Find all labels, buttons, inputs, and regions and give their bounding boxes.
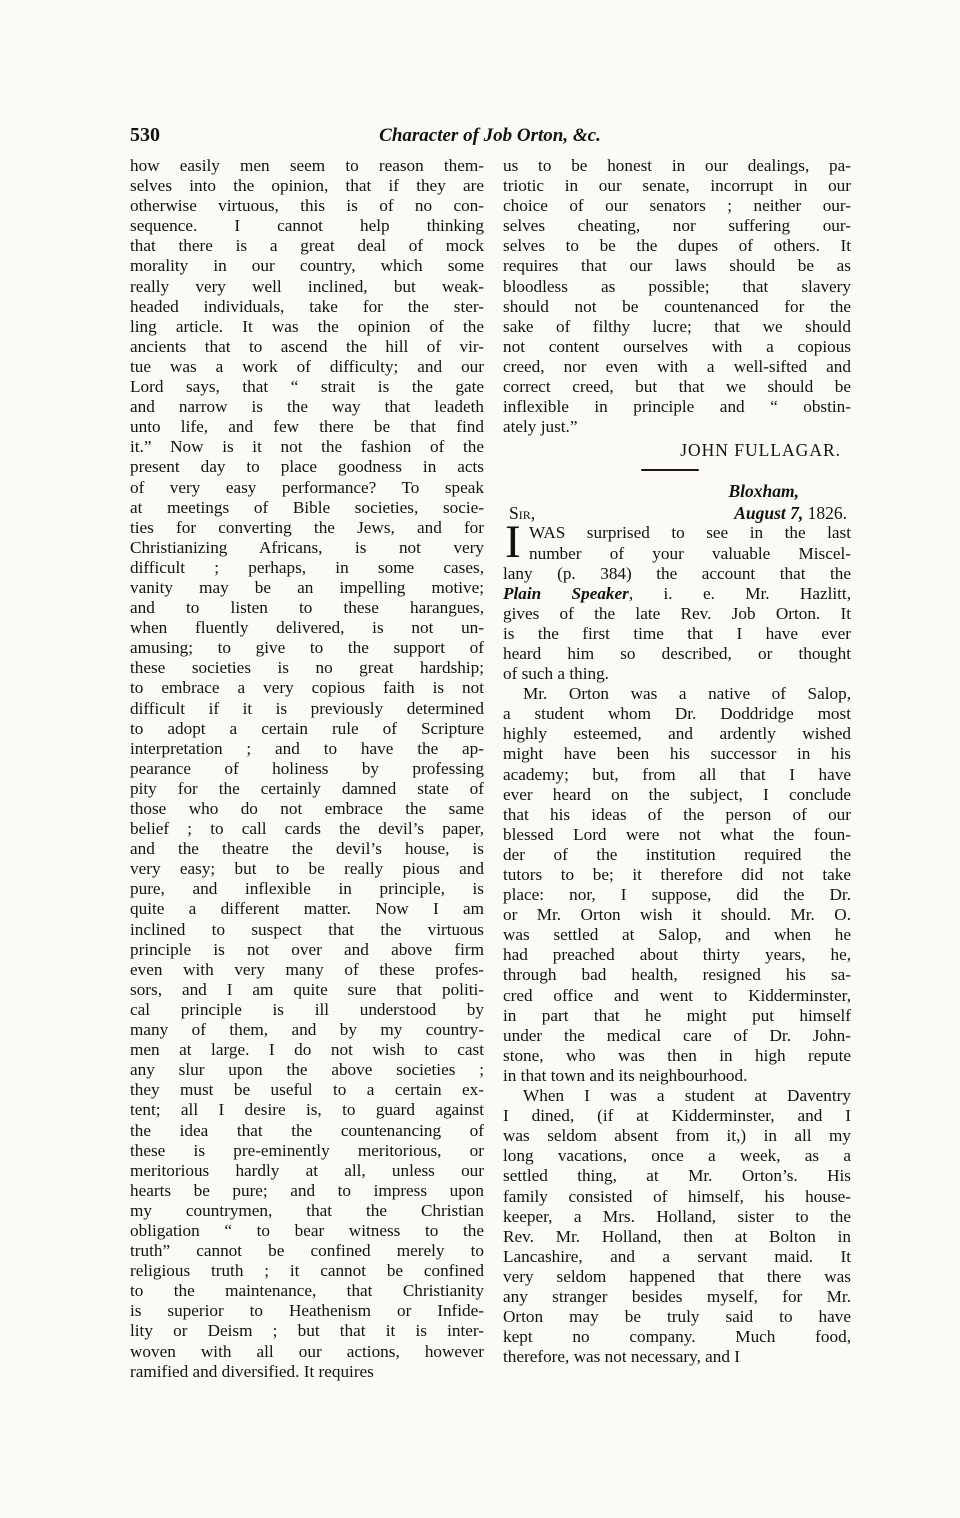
text-line: requires that our laws should be as bbox=[503, 256, 851, 276]
text-line: obligation “ to bear witness to the bbox=[130, 1220, 484, 1240]
text-line: number of your valuable Miscel- bbox=[529, 543, 851, 563]
text-line: unto life, and few there be that find bbox=[130, 417, 484, 437]
letter-date bbox=[734, 503, 847, 523]
text-line: woven with all our actions, however bbox=[130, 1341, 484, 1361]
text-line: present day to place goodness in acts bbox=[130, 457, 484, 477]
text-line: any stranger besides myself, for Mr. bbox=[503, 1286, 851, 1306]
text-line: to adopt a certain rule of Scripture bbox=[130, 718, 484, 738]
text-line: ling article. It was the opinion of the bbox=[130, 316, 484, 336]
text-line: principle is not over and above firm bbox=[130, 939, 484, 959]
text-line: sequence. I cannot help thinking bbox=[130, 216, 484, 236]
text-line: inflexible in principle and “ obstin- bbox=[503, 397, 851, 417]
new-letter bbox=[503, 516, 852, 1367]
signature: JOHN FULLAGAR. bbox=[680, 440, 841, 461]
text-line: tent; all I desire is, to guard against bbox=[130, 1100, 484, 1120]
text-line: to embrace a very copious faith is not bbox=[130, 678, 484, 698]
text-line: even with very many of these profes- bbox=[130, 959, 484, 979]
text-line: family consisted of himself, his house- bbox=[503, 1186, 851, 1206]
text-line: in that town and its neighbourhood. bbox=[503, 1065, 748, 1085]
text-line: they must be useful to a certain ex- bbox=[130, 1080, 484, 1100]
text-line: ramified and diversified. It requires bbox=[130, 1361, 374, 1381]
page-number: 530 bbox=[130, 124, 160, 146]
text-line: belief ; to call cards the devil’s paper, bbox=[130, 819, 484, 839]
text-line: WAS surprised to see in the last bbox=[529, 523, 851, 543]
text-line: selves to be the dupes of others. It bbox=[503, 236, 851, 256]
letter-date-month-day: August 7, bbox=[734, 503, 804, 524]
text-line: settled thing, at Mr. Orton’s. His bbox=[503, 1166, 851, 1186]
text-line: place: nor, I suppose, did the Dr. bbox=[503, 885, 851, 905]
text-line: religious truth ; it cannot be confined bbox=[130, 1261, 484, 1281]
text-line: that his ideas of the person of our bbox=[503, 804, 851, 824]
text-line: morality in our country, which some bbox=[130, 256, 484, 276]
text-line: had preached about thirty years, he, bbox=[503, 945, 851, 965]
text-line: ties for converting the Jews, and for bbox=[130, 517, 484, 537]
text-line: pure, and inflexible in principle, is bbox=[130, 879, 484, 899]
text-line: lany (p. 384) the account that the bbox=[503, 563, 851, 583]
text-line: and narrow is the way that leadeth bbox=[130, 397, 484, 417]
letter-place: Bloxham, bbox=[728, 481, 799, 502]
text-line: us to be honest in our dealings, pa- bbox=[503, 156, 851, 175]
running-title: Character of Job Orton, &c. bbox=[379, 125, 601, 146]
text-line: very seldom happened that there was bbox=[503, 1266, 851, 1286]
text-line: stone, who was then in high repute bbox=[503, 1045, 851, 1065]
text-line: a student whom Dr. Doddridge most bbox=[503, 704, 851, 724]
text-line: academy; but, from all that I have bbox=[503, 764, 851, 784]
text-line: meritorious hardly at all, unless our bbox=[130, 1160, 484, 1180]
text-line: not content ourselves with a copious bbox=[503, 336, 851, 356]
text-line: When I was a student at Daventry bbox=[523, 1086, 851, 1106]
text-line: highly esteemed, and ardently wished bbox=[503, 724, 851, 744]
text-line: Lord says, that “ strait is the gate bbox=[130, 377, 484, 397]
text-line: Rev. Mr. Holland, then at Bolton in bbox=[503, 1226, 851, 1246]
text-line: difficult ; perhaps, in some cases, bbox=[130, 557, 484, 577]
text-line: difficult if it is previously determined bbox=[130, 698, 484, 718]
section-divider bbox=[641, 469, 699, 471]
text-line: therefore, was not necessary, and I bbox=[503, 1347, 741, 1367]
text-line: and the theatre the devil’s house, is bbox=[130, 839, 484, 859]
text-line: quite a different matter. Now I am bbox=[130, 899, 484, 919]
letter-dateline bbox=[503, 503, 851, 523]
text-line: these societies is no great hardship; bbox=[130, 658, 484, 678]
text-line: Orton may be truly said to have bbox=[503, 1307, 851, 1327]
text-line: at meetings of Bible societies, socie- bbox=[130, 497, 484, 517]
text-line: how easily men seem to reason them- bbox=[130, 156, 484, 175]
text-line: ately just.” bbox=[503, 417, 578, 437]
salutation: Sir, bbox=[509, 503, 536, 524]
text-line: tutors to be; it therefore did not take bbox=[503, 865, 851, 884]
text-line: and to listen to these harangues, bbox=[130, 598, 484, 618]
text-line: Plain Speaker, i. e. Mr. Hazlitt, bbox=[503, 583, 852, 603]
text-line: should not be countenanced for the bbox=[503, 296, 851, 316]
text-line: men at large. I do not wish to cast bbox=[130, 1040, 484, 1060]
text-line: selves into the opinion, that if they are bbox=[130, 176, 484, 196]
text-line: correct creed, but that we should be bbox=[503, 377, 851, 397]
text-line: choice of our senators ; neither our- bbox=[503, 196, 851, 216]
text-line: my countrymen, that the Christian bbox=[130, 1200, 484, 1220]
text-line: tue was a work of difficulty; and our bbox=[130, 356, 484, 376]
drop-cap: I bbox=[505, 516, 521, 569]
text-line: heard him so described, or thought bbox=[503, 643, 851, 663]
text-line: in part that he might put himself bbox=[503, 1005, 851, 1025]
text-line: many of them, and by my country- bbox=[130, 1020, 484, 1040]
text-line: when fluently delivered, is not un- bbox=[130, 618, 484, 638]
text-line: hearts be pure; and to impress upon bbox=[130, 1180, 484, 1200]
text-line: those who do not embrace the same bbox=[130, 799, 484, 818]
text-line: kept no company. Much food, bbox=[503, 1327, 851, 1347]
text-line: Lancashire, and a servant maid. It bbox=[503, 1246, 851, 1266]
text-line: that there is a great deal of mock bbox=[130, 236, 484, 256]
text-line: interpretation ; and to have the ap- bbox=[130, 738, 484, 758]
text-line: very easy; but to be really pious and bbox=[130, 859, 484, 879]
text-line: it.” Now is it not the fashion of the bbox=[130, 437, 484, 457]
new-letter-body bbox=[503, 523, 851, 1367]
text-line: the idea that the countenancing of bbox=[130, 1120, 484, 1140]
text-line: any slur upon the above societies ; bbox=[130, 1060, 484, 1080]
letter-continuation bbox=[503, 156, 851, 437]
text-line: gives of the late Rev. Job Orton. It bbox=[503, 603, 851, 623]
text-line: vanity may be an impelling motive; bbox=[130, 577, 484, 597]
left-text-column bbox=[130, 156, 484, 1382]
text-line: Mr. Orton was a native of Salop, bbox=[523, 684, 851, 704]
text-line: amusing; to give to the support of bbox=[130, 638, 484, 658]
text-line: these is pre-eminently meritorious, or bbox=[130, 1140, 484, 1160]
text-line: der of the institution required the bbox=[503, 844, 851, 864]
text-line: sors, and I am quite sure that politi- bbox=[130, 979, 484, 999]
text-line: Christianizing Africans, is not very bbox=[130, 537, 484, 557]
text-line: bloodless as possible; that slavery bbox=[503, 276, 851, 296]
text-line: headed individuals, take for the ster- bbox=[130, 296, 484, 316]
text-line: through bad health, resigned his sa- bbox=[503, 965, 851, 985]
text-line: cal principle is ill understood by bbox=[130, 999, 484, 1019]
text-line: really very well inclined, but weak- bbox=[130, 276, 484, 296]
text-line: otherwise virtuous, this is of no con- bbox=[130, 196, 484, 216]
text-line: cred office and went to Kidderminster, bbox=[503, 985, 851, 1005]
text-line: of such a thing. bbox=[503, 664, 609, 684]
text-line: ever heard on the subject, I conclude bbox=[503, 784, 851, 804]
text-line: was settled at Salop, and when he bbox=[503, 925, 851, 945]
page-header bbox=[130, 124, 850, 154]
text-line: might have been his successor in his bbox=[503, 744, 851, 764]
text-line: blessed Lord were not what the foun- bbox=[503, 824, 851, 844]
text-line: long vacations, once a week, as a bbox=[503, 1146, 851, 1166]
text-line: to the maintenance, that Christianity bbox=[130, 1281, 484, 1301]
text-line: keeper, a Mrs. Holland, sister to the bbox=[503, 1206, 851, 1226]
text-line: sake of filthy lucre; that we should bbox=[503, 316, 851, 336]
text-line: of very easy performance? To speak bbox=[130, 477, 484, 497]
text-line: or Mr. Orton wish it should. Mr. O. bbox=[503, 905, 851, 925]
text-line: creed, nor even with a well-sifted and bbox=[503, 356, 851, 376]
text-line: is superior to Heathenism or Infide- bbox=[130, 1301, 484, 1321]
text-line: selves cheating, nor suffering our- bbox=[503, 216, 851, 236]
text-line: was seldom absent from it,) in all my bbox=[503, 1126, 851, 1146]
text-line: inclined to suspect that the virtuous bbox=[130, 919, 484, 939]
text-line: under the medical care of Dr. John- bbox=[503, 1025, 851, 1045]
letter-date-year: 1826. bbox=[807, 503, 847, 524]
text-line: lity or Deism ; but that it is inter- bbox=[130, 1321, 484, 1341]
right-text-column bbox=[503, 156, 851, 1367]
text-line: pearance of holiness by professing bbox=[130, 758, 484, 778]
text-line: pity for the certainly damned state of bbox=[130, 778, 484, 798]
text-line: ancients that to ascend the hill of vir- bbox=[130, 336, 484, 356]
text-line: I dined, (if at Kidderminster, and I bbox=[503, 1106, 851, 1126]
text-line: triotic in our senate, incorrupt in our bbox=[503, 176, 851, 196]
text-line: is the first time that I have ever bbox=[503, 623, 851, 643]
text-line: truth” cannot be confined merely to bbox=[130, 1241, 484, 1261]
